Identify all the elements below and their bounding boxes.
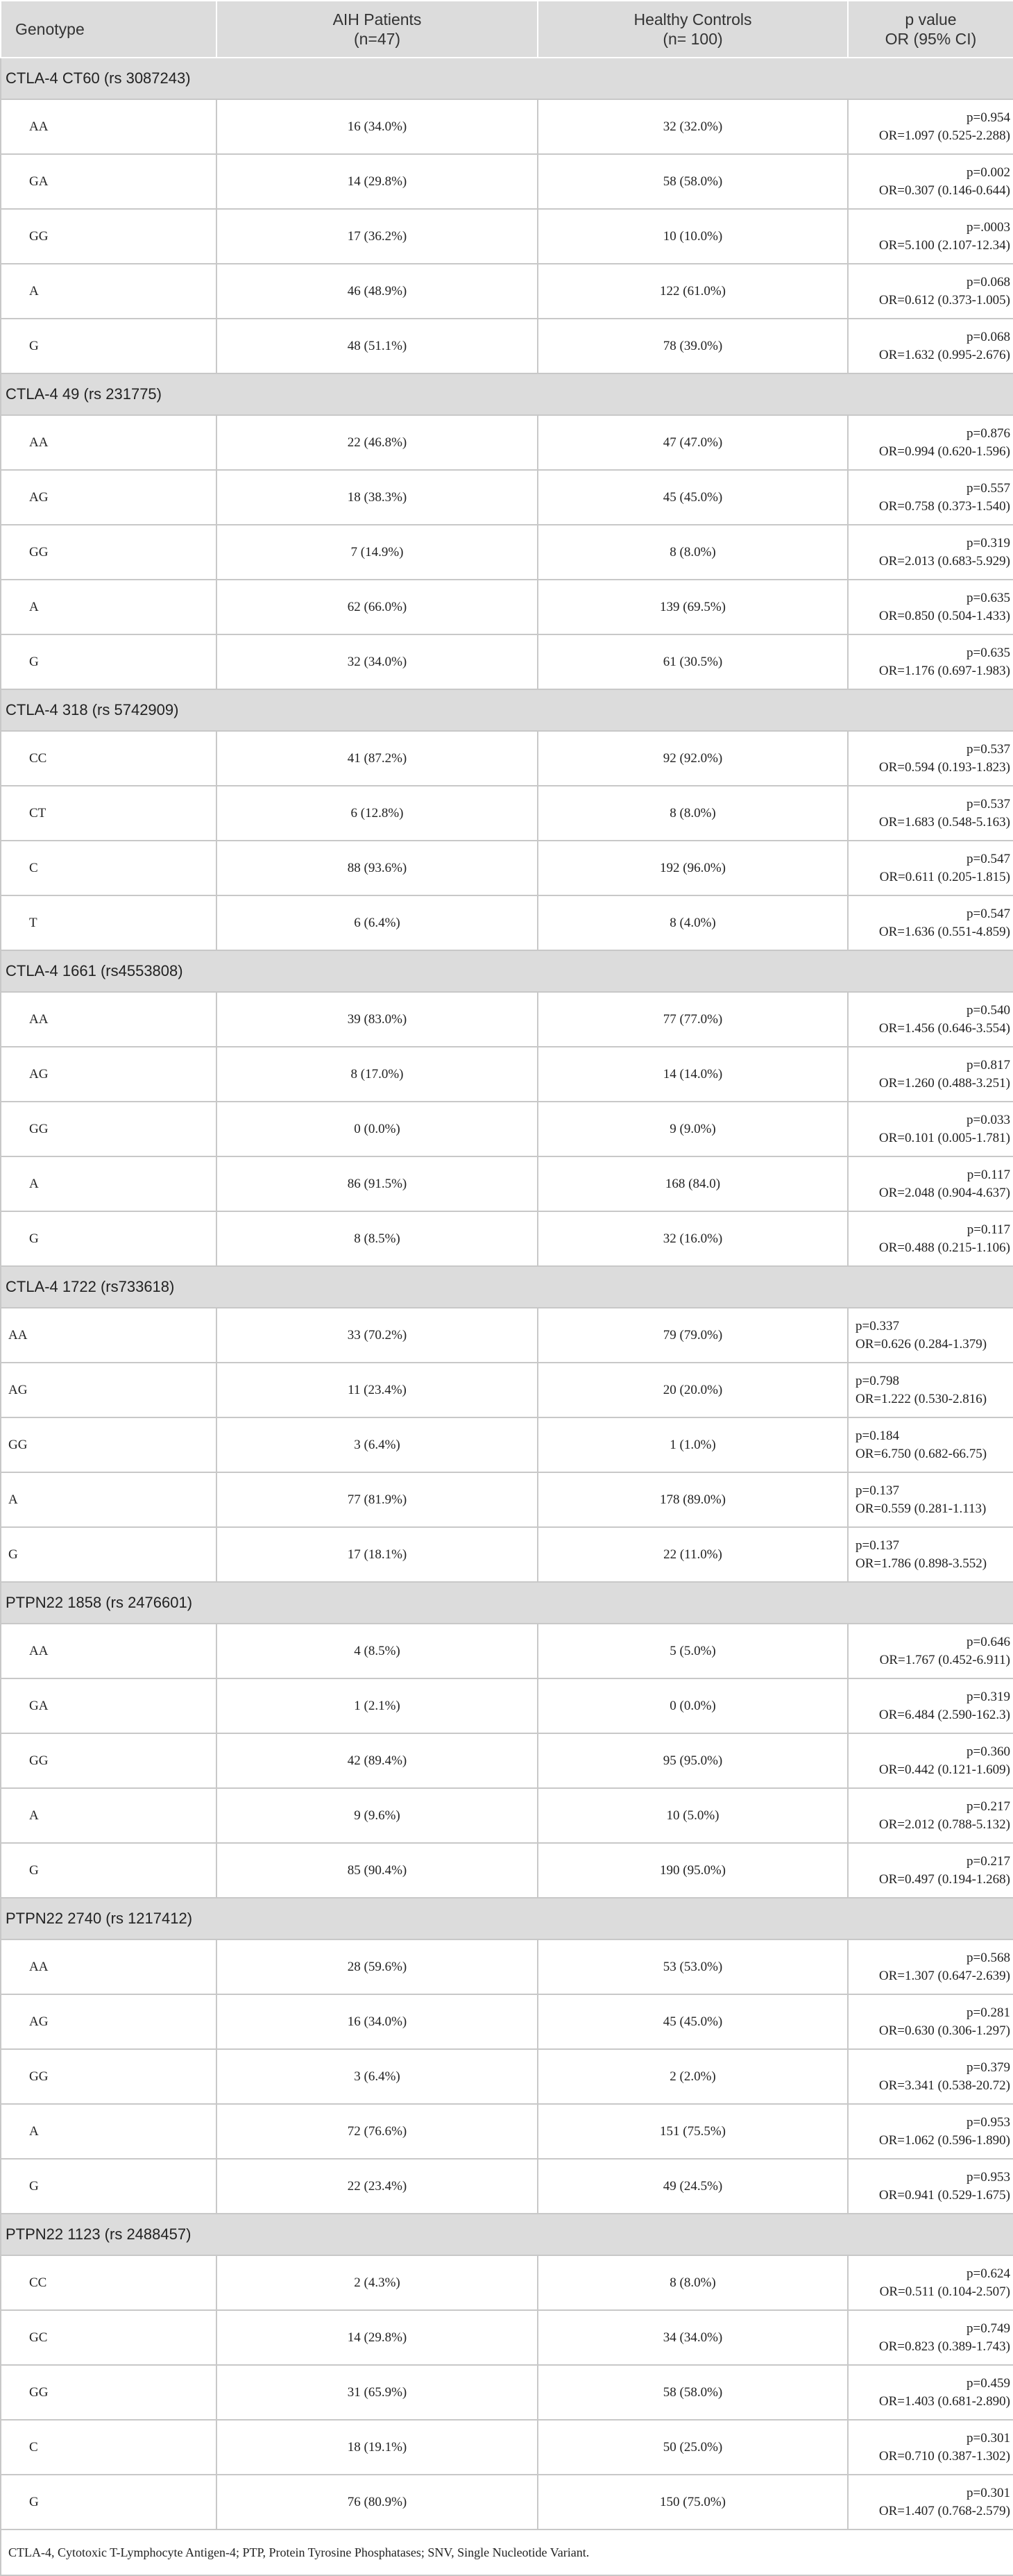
odds-ratio: OR=0.823 (0.389-1.743) <box>878 2339 1010 2354</box>
genotype-cell: G <box>1 634 216 689</box>
odds-ratio: OR=0.994 (0.620-1.596) <box>878 444 1010 459</box>
odds-ratio: OR=1.786 (0.898-3.552) <box>855 1556 987 1571</box>
group-title: CTLA-4 49 (rs 231775) <box>1 373 1013 415</box>
patients-cell: 88 (93.6%) <box>216 841 538 895</box>
p-value: p=0.117 <box>967 1167 1010 1182</box>
p-value: p=0.301 <box>967 2430 1010 2445</box>
odds-ratio: OR=1.062 (0.596-1.890) <box>878 2132 1010 2148</box>
footnote: CTLA-4, Cytotoxic T-Lymphocyte Antigen-4; PTP, Protein Tyrosine Phosphatases; SNV, Single Nucleotide Variant. <box>1 2529 1013 2575</box>
header-genotype: Genotype <box>1 1 216 58</box>
odds-ratio: OR=0.758 (0.373-1.540) <box>878 498 1010 514</box>
p-value-or-cell <box>848 1733 1013 1788</box>
genotype-cell: AG <box>1 1994 216 2049</box>
odds-ratio: OR=0.626 (0.284-1.379) <box>855 1336 987 1352</box>
patients-cell: 42 (89.4%) <box>216 1733 538 1788</box>
p-value-or-cell <box>848 1102 1013 1156</box>
p-value: p=0.953 <box>967 2114 1010 2130</box>
p-value-or-cell <box>848 2049 1013 2104</box>
table-row <box>1 2420 1013 2475</box>
controls-cell: 32 (32.0%) <box>538 99 848 154</box>
controls-cell: 8 (4.0%) <box>538 895 848 950</box>
p-value: p=0.068 <box>967 329 1010 344</box>
p-value-or-cell <box>848 209 1013 264</box>
footnote-row <box>1 2529 1013 2575</box>
genotype-cell: A <box>1 264 216 319</box>
controls-cell: 20 (20.0%) <box>538 1363 848 1417</box>
controls-cell: 9 (9.0%) <box>538 1102 848 1156</box>
controls-cell: 50 (25.0%) <box>538 2420 848 2475</box>
controls-cell: 10 (5.0%) <box>538 1788 848 1843</box>
genotype-cell: GA <box>1 1678 216 1733</box>
table-row <box>1 895 1013 950</box>
odds-ratio: OR=1.403 (0.681-2.890) <box>878 2393 1010 2409</box>
genotype-cell: AA <box>1 1308 216 1363</box>
table-footer <box>1 2529 1013 2575</box>
controls-cell: 2 (2.0%) <box>538 2049 848 2104</box>
genotype-cell: GG <box>1 1417 216 1472</box>
patients-cell: 76 (80.9%) <box>216 2475 538 2529</box>
odds-ratio: OR=0.101 (0.005-1.781) <box>878 1130 1010 1145</box>
odds-ratio: OR=1.097 (0.525-2.288) <box>878 128 1010 143</box>
p-value: p=0.876 <box>967 426 1010 441</box>
p-value-or-cell <box>848 1527 1013 1582</box>
p-value-or-cell <box>848 1047 1013 1102</box>
p-value-or-cell <box>848 1994 1013 2049</box>
odds-ratio: OR=1.636 (0.551-4.859) <box>878 924 1010 939</box>
table-row <box>1 1624 1013 1678</box>
table-row <box>1 415 1013 470</box>
odds-ratio: OR=2.048 (0.904-4.637) <box>878 1185 1010 1200</box>
table-row <box>1 1363 1013 1417</box>
table-row <box>1 786 1013 841</box>
genotype-cell: GC <box>1 2310 216 2365</box>
p-value: p=0.547 <box>967 906 1010 921</box>
controls-cell: 190 (95.0%) <box>538 1843 848 1898</box>
p-value-or-cell <box>848 1417 1013 1472</box>
odds-ratio: OR=5.100 (2.107-12.34) <box>878 237 1010 253</box>
table-row <box>1 525 1013 580</box>
genotype-cell: GG <box>1 1733 216 1788</box>
odds-ratio: OR=0.488 (0.215-1.106) <box>878 1240 1010 1255</box>
genotype-cell: A <box>1 1788 216 1843</box>
controls-cell: 77 (77.0%) <box>538 992 848 1047</box>
odds-ratio: OR=0.710 (0.387-1.302) <box>878 2448 1010 2464</box>
group-header-row <box>1 58 1013 99</box>
genotype-cell: G <box>1 2475 216 2529</box>
genotype-cell: AG <box>1 1363 216 1417</box>
table-row <box>1 2049 1013 2104</box>
patients-cell: 17 (36.2%) <box>216 209 538 264</box>
patients-cell: 1 (2.1%) <box>216 1678 538 1733</box>
odds-ratio: OR=0.307 (0.146-0.644) <box>878 183 1010 198</box>
p-value-or-cell <box>848 1156 1013 1211</box>
controls-cell: 53 (53.0%) <box>538 1939 848 1994</box>
p-value: p=0.137 <box>855 1483 899 1498</box>
patients-cell: 9 (9.6%) <box>216 1788 538 1843</box>
odds-ratio: OR=3.341 (0.538-20.72) <box>878 2078 1010 2093</box>
p-value-or-cell <box>848 1472 1013 1527</box>
table-row <box>1 1417 1013 1472</box>
patients-cell: 41 (87.2%) <box>216 731 538 786</box>
table-row <box>1 580 1013 634</box>
genotype-cell: C <box>1 841 216 895</box>
p-value: p=0.033 <box>967 1112 1010 1127</box>
odds-ratio: OR=1.307 (0.647-2.639) <box>878 1968 1010 1983</box>
header-patients: AIH Patients (n=47) <box>216 1 538 58</box>
patients-cell: 4 (8.5%) <box>216 1624 538 1678</box>
odds-ratio: OR=0.850 (0.504-1.433) <box>878 608 1010 623</box>
patients-cell: 16 (34.0%) <box>216 1994 538 2049</box>
p-value: p=0.953 <box>967 2169 1010 2184</box>
patients-cell: 3 (6.4%) <box>216 1417 538 1472</box>
odds-ratio: OR=2.012 (0.788-5.132) <box>878 1817 1010 1832</box>
group-header-row <box>1 2214 1013 2255</box>
controls-cell: 168 (84.0) <box>538 1156 848 1211</box>
table-row <box>1 1102 1013 1156</box>
genotype-cell: AA <box>1 415 216 470</box>
patients-cell: 17 (18.1%) <box>216 1527 538 1582</box>
controls-cell: 139 (69.5%) <box>538 580 848 634</box>
group-header-row <box>1 1898 1013 1939</box>
patients-cell: 39 (83.0%) <box>216 992 538 1047</box>
odds-ratio: OR=0.611 (0.205-1.815) <box>879 869 1010 884</box>
patients-cell: 72 (76.6%) <box>216 2104 538 2159</box>
p-value-or-cell <box>848 1939 1013 1994</box>
genotype-cell: T <box>1 895 216 950</box>
genotype-cell: GG <box>1 209 216 264</box>
p-value-or-cell <box>848 2104 1013 2159</box>
odds-ratio: OR=0.630 (0.306-1.297) <box>878 2023 1010 2038</box>
controls-cell: 22 (11.0%) <box>538 1527 848 1582</box>
p-value: p=0.301 <box>967 2485 1010 2500</box>
genotype-cell: G <box>1 1843 216 1898</box>
genotype-cell: A <box>1 580 216 634</box>
genotype-cell: G <box>1 1527 216 1582</box>
p-value-or-cell <box>848 992 1013 1047</box>
controls-cell: 151 (75.5%) <box>538 2104 848 2159</box>
table-row <box>1 1472 1013 1527</box>
p-value: p=0.954 <box>967 110 1010 125</box>
p-value-or-cell <box>848 154 1013 209</box>
controls-cell: 192 (96.0%) <box>538 841 848 895</box>
patients-cell: 14 (29.8%) <box>216 2310 538 2365</box>
patients-cell: 32 (34.0%) <box>216 634 538 689</box>
group-title: PTPN22 1123 (rs 2488457) <box>1 2214 1013 2255</box>
p-value: p=0.646 <box>967 1634 1010 1649</box>
p-value-or-cell <box>848 99 1013 154</box>
controls-cell: 178 (89.0%) <box>538 1472 848 1527</box>
p-value: p=0.217 <box>967 1799 1010 1814</box>
patients-cell: 18 (19.1%) <box>216 2420 538 2475</box>
p-value-or-cell <box>848 841 1013 895</box>
odds-ratio: OR=0.594 (0.193-1.823) <box>878 759 1010 775</box>
table-header <box>1 1 1013 58</box>
genotype-cell: CT <box>1 786 216 841</box>
patients-cell: 3 (6.4%) <box>216 2049 538 2104</box>
patients-cell: 6 (12.8%) <box>216 786 538 841</box>
controls-cell: 58 (58.0%) <box>538 154 848 209</box>
table-row <box>1 634 1013 689</box>
p-value: p=0.360 <box>967 1744 1010 1759</box>
genotype-cell: GG <box>1 2365 216 2420</box>
genotype-cell: AG <box>1 470 216 525</box>
table-row <box>1 2255 1013 2310</box>
p-value-or-cell <box>848 895 1013 950</box>
controls-cell: 10 (10.0%) <box>538 209 848 264</box>
genotype-cell: CC <box>1 2255 216 2310</box>
table-row <box>1 2310 1013 2365</box>
p-value: p=0.537 <box>967 796 1010 811</box>
p-value: p=0.319 <box>967 1689 1010 1704</box>
p-value-or-cell <box>848 1211 1013 1266</box>
genotype-cell: AA <box>1 1939 216 1994</box>
odds-ratio: OR=6.484 (2.590-162.3) <box>878 1707 1010 1722</box>
controls-cell: 14 (14.0%) <box>538 1047 848 1102</box>
table-row <box>1 99 1013 154</box>
patients-cell: 86 (91.5%) <box>216 1156 538 1211</box>
controls-cell: 0 (0.0%) <box>538 1678 848 1733</box>
controls-cell: 45 (45.0%) <box>538 1994 848 2049</box>
genotype-cell: A <box>1 2104 216 2159</box>
patients-cell: 6 (6.4%) <box>216 895 538 950</box>
controls-cell: 95 (95.0%) <box>538 1733 848 1788</box>
p-value: p=0.624 <box>967 2266 1010 2281</box>
p-value-or-cell <box>848 415 1013 470</box>
genotype-cell: CC <box>1 731 216 786</box>
group-header-row <box>1 373 1013 415</box>
p-value: p=0.817 <box>967 1057 1010 1072</box>
group-title: PTPN22 2740 (rs 1217412) <box>1 1898 1013 1939</box>
patients-cell: 85 (90.4%) <box>216 1843 538 1898</box>
p-value: p=0.557 <box>967 480 1010 496</box>
p-value-or-cell <box>848 2159 1013 2214</box>
controls-cell: 150 (75.0%) <box>538 2475 848 2529</box>
controls-cell: 78 (39.0%) <box>538 319 848 373</box>
p-value-or-cell <box>848 264 1013 319</box>
controls-cell: 49 (24.5%) <box>538 2159 848 2214</box>
patients-cell: 77 (81.9%) <box>216 1472 538 1527</box>
controls-cell: 34 (34.0%) <box>538 2310 848 2365</box>
genotype-cell: A <box>1 1472 216 1527</box>
p-value: p=0.635 <box>967 590 1010 605</box>
group-header-row <box>1 689 1013 731</box>
odds-ratio: OR=1.260 (0.488-3.251) <box>878 1075 1010 1091</box>
odds-ratio: OR=0.442 (0.121-1.609) <box>878 1762 1010 1777</box>
p-value-or-cell <box>848 1363 1013 1417</box>
patients-cell: 48 (51.1%) <box>216 319 538 373</box>
controls-cell: 58 (58.0%) <box>538 2365 848 2420</box>
table-row <box>1 2104 1013 2159</box>
patients-cell: 62 (66.0%) <box>216 580 538 634</box>
genotype-cell: AA <box>1 992 216 1047</box>
odds-ratio: OR=6.750 (0.682-66.75) <box>855 1446 987 1461</box>
genotype-cell: AG <box>1 1047 216 1102</box>
group-title: CTLA-4 CT60 (rs 3087243) <box>1 58 1013 99</box>
odds-ratio: OR=1.683 (0.548-5.163) <box>878 814 1010 830</box>
controls-cell: 92 (92.0%) <box>538 731 848 786</box>
patients-cell: 31 (65.9%) <box>216 2365 538 2420</box>
p-value-or-cell <box>848 731 1013 786</box>
genotype-cell: G <box>1 2159 216 2214</box>
controls-cell: 122 (61.0%) <box>538 264 848 319</box>
controls-cell: 32 (16.0%) <box>538 1211 848 1266</box>
odds-ratio: OR=1.767 (0.452-6.911) <box>879 1652 1010 1667</box>
p-value: p=0.217 <box>967 1853 1010 1869</box>
genotype-cell: GG <box>1 2049 216 2104</box>
p-value: p=0.568 <box>967 1950 1010 1965</box>
controls-cell: 1 (1.0%) <box>538 1417 848 1472</box>
p-value: p=0.068 <box>967 274 1010 289</box>
odds-ratio: OR=0.511 (0.104-2.507) <box>879 2284 1010 2299</box>
table-row <box>1 1211 1013 1266</box>
patients-cell: 33 (70.2%) <box>216 1308 538 1363</box>
table-row <box>1 1733 1013 1788</box>
table-row <box>1 1308 1013 1363</box>
genotype-cell: G <box>1 319 216 373</box>
patients-cell: 2 (4.3%) <box>216 2255 538 2310</box>
genotype-cell: C <box>1 2420 216 2475</box>
table-row <box>1 154 1013 209</box>
p-value: p=0.002 <box>967 165 1010 180</box>
p-value: p=0.319 <box>967 535 1010 550</box>
odds-ratio: OR=1.632 (0.995-2.676) <box>878 347 1010 362</box>
controls-cell: 5 (5.0%) <box>538 1624 848 1678</box>
table-row <box>1 1047 1013 1102</box>
controls-cell: 79 (79.0%) <box>538 1308 848 1363</box>
p-value-or-cell <box>848 1843 1013 1898</box>
table-row <box>1 470 1013 525</box>
patients-cell: 22 (23.4%) <box>216 2159 538 2214</box>
table-row <box>1 209 1013 264</box>
patients-cell: 46 (48.9%) <box>216 264 538 319</box>
p-value: p=0.117 <box>967 1222 1010 1237</box>
table-row <box>1 841 1013 895</box>
p-value: p=0.798 <box>855 1373 899 1388</box>
table-row <box>1 992 1013 1047</box>
group-header-row <box>1 1266 1013 1308</box>
odds-ratio: OR=0.941 (0.529-1.675) <box>878 2187 1010 2203</box>
patients-cell: 7 (14.9%) <box>216 525 538 580</box>
p-value: p=0.281 <box>967 2005 1010 2020</box>
odds-ratio: OR=2.013 (0.683-5.929) <box>878 553 1010 569</box>
p-value: p=0.459 <box>967 2375 1010 2391</box>
table-row <box>1 1939 1013 1994</box>
patients-cell: 8 (17.0%) <box>216 1047 538 1102</box>
p-value: p=0.749 <box>967 2321 1010 2336</box>
table-row <box>1 319 1013 373</box>
p-value: p=0.537 <box>967 741 1010 757</box>
header-row <box>1 1 1013 58</box>
patients-cell: 0 (0.0%) <box>216 1102 538 1156</box>
table-row <box>1 1788 1013 1843</box>
controls-cell: 61 (30.5%) <box>538 634 848 689</box>
p-value-or-cell <box>848 634 1013 689</box>
p-value: p=0.379 <box>967 2060 1010 2075</box>
p-value: p=0.540 <box>967 1002 1010 1018</box>
p-value-or-cell <box>848 1788 1013 1843</box>
p-value-or-cell <box>848 786 1013 841</box>
table-row <box>1 1156 1013 1211</box>
p-value-or-cell <box>848 470 1013 525</box>
p-value-or-cell <box>848 1624 1013 1678</box>
genotype-cell: GG <box>1 525 216 580</box>
odds-ratio: OR=1.407 (0.768-2.579) <box>878 2503 1010 2518</box>
patients-cell: 18 (38.3%) <box>216 470 538 525</box>
p-value-or-cell <box>848 2420 1013 2475</box>
patients-cell: 8 (8.5%) <box>216 1211 538 1266</box>
group-title: CTLA-4 318 (rs 5742909) <box>1 689 1013 731</box>
group-title: PTPN22 1858 (rs 2476601) <box>1 1582 1013 1624</box>
patients-cell: 16 (34.0%) <box>216 99 538 154</box>
group-title: CTLA-4 1661 (rs4553808) <box>1 950 1013 992</box>
p-value-or-cell <box>848 2310 1013 2365</box>
table-row <box>1 2365 1013 2420</box>
patients-cell: 11 (23.4%) <box>216 1363 538 1417</box>
header-p-value-or: p value OR (95% CI) <box>848 1 1013 58</box>
genotype-cell: A <box>1 1156 216 1211</box>
p-value-or-cell <box>848 2255 1013 2310</box>
odds-ratio: OR=0.559 (0.281-1.113) <box>855 1501 987 1516</box>
p-value-or-cell <box>848 319 1013 373</box>
genotype-cell: G <box>1 1211 216 1266</box>
p-value-or-cell <box>848 1308 1013 1363</box>
patients-cell: 28 (59.6%) <box>216 1939 538 1994</box>
controls-cell: 45 (45.0%) <box>538 470 848 525</box>
odds-ratio: OR=1.222 (0.530-2.816) <box>855 1391 987 1406</box>
p-value-or-cell <box>848 1678 1013 1733</box>
patients-cell: 22 (46.8%) <box>216 415 538 470</box>
table-row <box>1 1678 1013 1733</box>
table-body <box>1 58 1013 2529</box>
table-row <box>1 1843 1013 1898</box>
p-value: p=0.137 <box>855 1538 899 1553</box>
header-controls: Healthy Controls (n= 100) <box>538 1 848 58</box>
p-value: p=0.635 <box>967 645 1010 660</box>
controls-cell: 8 (8.0%) <box>538 786 848 841</box>
group-title: CTLA-4 1722 (rs733618) <box>1 1266 1013 1308</box>
genotype-cell: AA <box>1 99 216 154</box>
genotype-cell: GA <box>1 154 216 209</box>
table-row <box>1 264 1013 319</box>
p-value-or-cell <box>848 2365 1013 2420</box>
odds-ratio: OR=0.497 (0.194-1.268) <box>878 1871 1010 1887</box>
table-row <box>1 2475 1013 2529</box>
table-row <box>1 1527 1013 1582</box>
genotype-cell: GG <box>1 1102 216 1156</box>
odds-ratio: OR=0.612 (0.373-1.005) <box>878 292 1010 308</box>
p-value-or-cell <box>848 580 1013 634</box>
p-value: p=0.337 <box>855 1318 899 1333</box>
genotype-cell: AA <box>1 1624 216 1678</box>
p-value-or-cell <box>848 525 1013 580</box>
controls-cell: 47 (47.0%) <box>538 415 848 470</box>
table-row <box>1 1994 1013 2049</box>
odds-ratio: OR=1.176 (0.697-1.983) <box>878 663 1010 678</box>
p-value-or-cell <box>848 2475 1013 2529</box>
group-header-row <box>1 950 1013 992</box>
p-value: p=.0003 <box>967 219 1010 235</box>
table-row <box>1 731 1013 786</box>
patients-cell: 14 (29.8%) <box>216 154 538 209</box>
controls-cell: 8 (8.0%) <box>538 525 848 580</box>
p-value: p=0.547 <box>967 851 1010 866</box>
group-header-row <box>1 1582 1013 1624</box>
odds-ratio: OR=1.456 (0.646-3.554) <box>878 1020 1010 1036</box>
controls-cell: 8 (8.0%) <box>538 2255 848 2310</box>
p-value: p=0.184 <box>855 1428 899 1443</box>
table-row <box>1 2159 1013 2214</box>
